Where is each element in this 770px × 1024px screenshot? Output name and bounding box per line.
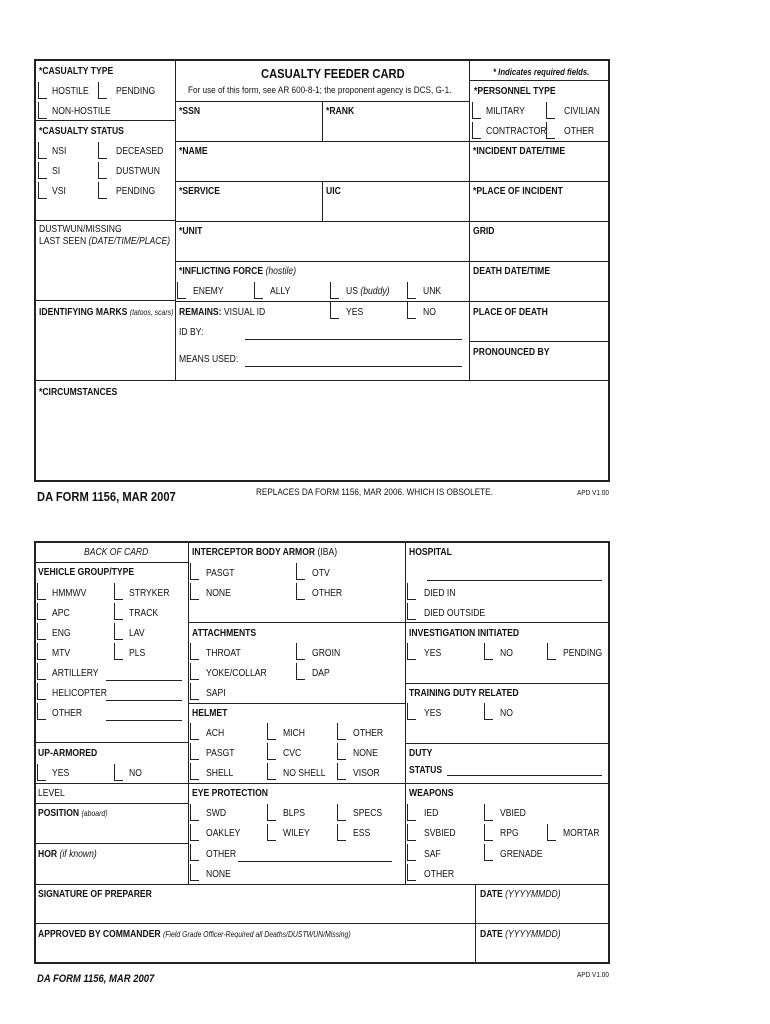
investigation-pending-label: PENDING: [563, 648, 603, 659]
otv-checkbox[interactable]: [296, 563, 305, 580]
track-checkbox[interactable]: [114, 603, 123, 620]
hospital-label: HOSPITAL: [409, 547, 452, 558]
blps-label: BLPS: [283, 808, 305, 819]
lav-label: LAV: [129, 628, 145, 639]
rank-field[interactable]: [324, 118, 468, 140]
name-field[interactable]: [177, 158, 467, 180]
pls-checkbox[interactable]: [114, 643, 123, 660]
investigation-no-label: NO: [500, 648, 513, 659]
service-field[interactable]: [177, 198, 321, 220]
incident-datetime-label: *INCIDENT DATE/TIME: [473, 146, 566, 157]
wiley-label: WILEY: [283, 828, 310, 839]
mortar-checkbox[interactable]: [547, 824, 556, 841]
enemy-label: ENEMY: [193, 286, 224, 297]
wiley-checkbox[interactable]: [267, 824, 276, 841]
yoke-collar-checkbox[interactable]: [190, 663, 199, 680]
casualty-type-pending-checkbox[interactable]: [98, 82, 107, 99]
cvc-checkbox[interactable]: [267, 743, 276, 760]
swd-checkbox[interactable]: [190, 804, 199, 821]
eye-none-label: NONE: [206, 869, 231, 880]
pronounced-by-label: PRONOUNCED BY: [473, 347, 550, 358]
artillery-field[interactable]: [106, 680, 182, 681]
approved-date-label: DATE (YYYYMMDD): [480, 929, 561, 940]
no-shell-label: NO SHELL: [283, 768, 326, 779]
oakley-label: OAKLEY: [206, 828, 241, 839]
duty-status-label: STATUS: [409, 765, 443, 776]
iba-none-label: NONE: [206, 588, 231, 599]
identifying-marks-label: IDENTIFYING MARKS (tatoos, scars): [39, 307, 174, 318]
unk-checkbox[interactable]: [407, 282, 416, 299]
eye-other-field[interactable]: [238, 861, 392, 862]
preparer-date-label: DATE (YYYYMMDD): [480, 889, 561, 900]
weapons-other-label: OTHER: [424, 869, 455, 880]
dap-checkbox[interactable]: [296, 663, 305, 680]
vehicle-other-label: OTHER: [52, 708, 83, 719]
apc-checkbox[interactable]: [37, 603, 46, 620]
iba-label: INTERCEPTOR BODY ARMOR (IBA): [192, 547, 338, 558]
uic-label: UIC: [326, 186, 341, 197]
helmet-none-label: NONE: [353, 748, 378, 759]
personnel-type-label: *PERSONNEL TYPE: [474, 86, 556, 97]
unit-field[interactable]: [177, 238, 467, 260]
si-label: SI: [52, 166, 61, 177]
contractor-checkbox[interactable]: [472, 122, 481, 139]
ied-checkbox[interactable]: [407, 804, 416, 821]
hostile-checkbox[interactable]: [38, 82, 47, 99]
investigation-yes-checkbox[interactable]: [407, 643, 416, 660]
up-armored-no-label: NO: [129, 768, 142, 779]
throat-checkbox[interactable]: [190, 643, 199, 660]
vehicle-other-field[interactable]: [106, 720, 182, 721]
helmet-pasgt-label: PASGT: [206, 748, 235, 759]
swd-label: SWD: [206, 808, 227, 819]
deceased-checkbox[interactable]: [98, 142, 107, 159]
dustwun-missing-label: DUSTWUN/MISSING: [39, 224, 122, 235]
unk-label: UNK: [423, 286, 442, 297]
hor-field[interactable]: [36, 862, 187, 883]
identifying-marks-field[interactable]: [36, 320, 174, 378]
back-form-id: DA FORM 1156, MAR 2007: [37, 973, 155, 985]
ess-checkbox[interactable]: [337, 824, 346, 841]
non-hostile-checkbox[interactable]: [38, 102, 47, 119]
investigation-yes-label: YES: [424, 648, 442, 659]
training-duty-label: TRAINING DUTY RELATED: [409, 688, 519, 699]
eng-label: ENG: [52, 628, 71, 639]
grid-label: GRID: [473, 226, 495, 237]
yoke-collar-label: YOKE/COLLAR: [206, 668, 267, 679]
visual-id-yes-label: YES: [346, 307, 364, 318]
circumstances-label: *CIRCUMSTANCES: [39, 387, 118, 398]
mich-label: MICH: [283, 728, 305, 739]
casualty-type-label: *CASUALTY TYPE: [39, 66, 114, 77]
dustwun-checkbox[interactable]: [98, 162, 107, 179]
groin-label: GROIN: [312, 648, 341, 659]
hospital-field[interactable]: [427, 580, 602, 581]
mtv-label: MTV: [52, 648, 71, 659]
investigation-label: INVESTIGATION INITIATED: [409, 628, 520, 639]
vsi-checkbox[interactable]: [38, 182, 47, 199]
mtv-checkbox[interactable]: [37, 643, 46, 660]
saf-label: SAF: [424, 849, 441, 860]
up-armored-no-checkbox[interactable]: [114, 764, 123, 781]
groin-checkbox[interactable]: [296, 643, 305, 660]
front-form-id: DA FORM 1156, MAR 2007: [37, 489, 176, 504]
iba-none-checkbox[interactable]: [190, 583, 199, 600]
personnel-other-checkbox[interactable]: [546, 122, 555, 139]
sapi-checkbox[interactable]: [190, 683, 199, 700]
shell-label: SHELL: [206, 768, 234, 779]
helmet-other-label: OTHER: [353, 728, 384, 739]
no-shell-checkbox[interactable]: [267, 763, 276, 780]
id-by-field[interactable]: [245, 339, 462, 340]
unit-label: *UNIT: [179, 226, 203, 237]
iba-pasgt-checkbox[interactable]: [190, 563, 199, 580]
training-yes-label: YES: [424, 708, 442, 719]
apc-label: APC: [52, 608, 70, 619]
service-label: *SERVICE: [179, 186, 220, 197]
eye-other-checkbox[interactable]: [190, 844, 199, 861]
attachments-label: ATTACHMENTS: [192, 628, 257, 639]
duty-status-field[interactable]: [447, 775, 602, 776]
uic-field[interactable]: [324, 198, 468, 220]
helmet-label: HELMET: [192, 708, 228, 719]
last-seen-field[interactable]: [36, 250, 174, 298]
sapi-label: SAPI: [206, 688, 226, 699]
iba-other-checkbox[interactable]: [296, 583, 305, 600]
deceased-label: DECEASED: [116, 146, 164, 157]
rank-label: *RANK: [326, 106, 355, 117]
inflicting-force-label: *INFLICTING FORCE (hostile): [179, 266, 297, 277]
means-used-label: MEANS USED:: [179, 354, 239, 365]
training-no-label: NO: [500, 708, 513, 719]
training-yes-checkbox[interactable]: [407, 703, 416, 720]
shell-checkbox[interactable]: [190, 763, 199, 780]
name-label: *NAME: [179, 146, 208, 157]
visual-id-yes-checkbox[interactable]: [330, 302, 339, 319]
eye-other-label: OTHER: [206, 849, 237, 860]
vsi-label: VSI: [52, 186, 66, 197]
si-checkbox[interactable]: [38, 162, 47, 179]
grenade-checkbox[interactable]: [484, 844, 493, 861]
up-armored-label: UP-ARMORED: [38, 748, 98, 759]
artillery-checkbox[interactable]: [37, 663, 46, 680]
required-note: * Indicates required fields.: [493, 67, 590, 77]
duty-label: DUTY: [409, 748, 433, 759]
nsi-checkbox[interactable]: [38, 142, 47, 159]
casualty-type-pending-label: PENDING: [116, 86, 156, 97]
back-of-card-label: BACK OF CARD: [84, 547, 149, 558]
circumstances-field[interactable]: [36, 400, 607, 478]
last-seen-label: LAST SEEN (DATE/TIME/PLACE): [39, 236, 171, 247]
approved-by-field[interactable]: [36, 941, 474, 961]
died-outside-checkbox[interactable]: [407, 603, 416, 620]
status-pending-checkbox[interactable]: [98, 182, 107, 199]
approved-date-field[interactable]: [477, 941, 607, 961]
grid-field[interactable]: [471, 238, 607, 260]
mich-checkbox[interactable]: [267, 723, 276, 740]
dap-label: DAP: [312, 668, 330, 679]
place-of-death-field[interactable]: [471, 319, 607, 340]
eye-none-checkbox[interactable]: [190, 864, 199, 881]
lav-checkbox[interactable]: [114, 623, 123, 640]
place-of-death-label: PLACE OF DEATH: [473, 307, 548, 318]
hmmwv-label: HMMWV: [52, 588, 87, 599]
us-buddy-checkbox[interactable]: [330, 282, 339, 299]
mortar-label: MORTAR: [563, 828, 600, 839]
cvc-label: CVC: [283, 748, 302, 759]
hostile-label: HOSTILE: [52, 86, 89, 97]
visor-label: VISOR: [353, 768, 380, 779]
nsi-label: NSI: [52, 146, 67, 157]
up-armored-yes-checkbox[interactable]: [37, 764, 46, 781]
ssn-field[interactable]: [177, 118, 321, 140]
position-field[interactable]: [36, 821, 187, 842]
contractor-label: CONTRACTOR: [486, 126, 547, 137]
helicopter-label: HELICOPTER: [52, 688, 107, 699]
civilian-label: CIVILIAN: [564, 106, 600, 117]
stryker-label: STRYKER: [129, 588, 170, 599]
id-by-label: ID BY:: [179, 327, 204, 338]
vbied-label: VBIED: [500, 808, 526, 819]
civilian-checkbox[interactable]: [546, 102, 555, 119]
training-no-checkbox[interactable]: [484, 703, 493, 720]
place-of-incident-label: *PLACE OF INCIDENT: [473, 186, 563, 197]
grenade-label: GRENADE: [500, 849, 543, 860]
weapons-label: WEAPONS: [409, 788, 454, 799]
ess-label: ESS: [353, 828, 371, 839]
svbied-checkbox[interactable]: [407, 824, 416, 841]
hmmwv-checkbox[interactable]: [37, 583, 46, 600]
replaces-note: REPLACES DA FORM 1156, MAR 2006. WHICH IS OBSOLETE.: [256, 487, 493, 498]
helicopter-checkbox[interactable]: [37, 683, 46, 700]
dustwun-label: DUSTWUN: [116, 166, 160, 177]
approved-by-label: APPROVED BY COMMANDER (Field Grade Officer-Required all Deaths/DUSTWUN/Missing): [38, 929, 351, 940]
vehicle-group-label: VEHICLE GROUP/TYPE: [38, 567, 135, 578]
helicopter-field[interactable]: [106, 700, 182, 701]
helmet-none-checkbox[interactable]: [337, 743, 346, 760]
means-used-field[interactable]: [245, 366, 462, 367]
signature-preparer-label: SIGNATURE OF PREPARER: [38, 889, 152, 900]
death-datetime-field[interactable]: [471, 278, 607, 300]
vehicle-other-checkbox[interactable]: [37, 703, 46, 720]
casualty-status-label: *CASUALTY STATUS: [39, 126, 124, 137]
died-in-checkbox[interactable]: [407, 583, 416, 600]
ied-label: IED: [424, 808, 439, 819]
status-pending-label: PENDING: [116, 186, 156, 197]
helmet-pasgt-checkbox[interactable]: [190, 743, 199, 760]
hor-label: HOR (if known): [38, 849, 97, 860]
saf-checkbox[interactable]: [407, 844, 416, 861]
oakley-checkbox[interactable]: [190, 824, 199, 841]
track-label: TRACK: [129, 608, 159, 619]
eye-protection-label: EYE PROTECTION: [192, 788, 268, 799]
helmet-other-checkbox[interactable]: [337, 723, 346, 740]
rpg-label: RPG: [500, 828, 519, 839]
rpg-checkbox[interactable]: [484, 824, 493, 841]
enemy-checkbox[interactable]: [177, 282, 186, 299]
stryker-checkbox[interactable]: [114, 583, 123, 600]
pronounced-by-field[interactable]: [471, 359, 607, 379]
ssn-label: *SSN: [179, 106, 201, 117]
back-apd-version: APD V1.00: [577, 970, 609, 979]
ally-checkbox[interactable]: [254, 282, 263, 299]
iba-pasgt-label: PASGT: [206, 568, 235, 579]
front-apd-version: APD V1.00: [577, 488, 609, 497]
non-hostile-label: NON-HOSTILE: [52, 106, 111, 117]
weapons-other-checkbox[interactable]: [407, 864, 416, 881]
visual-id-no-label: NO: [423, 307, 436, 318]
personnel-other-label: OTHER: [564, 126, 595, 137]
visor-checkbox[interactable]: [337, 763, 346, 780]
military-checkbox[interactable]: [472, 102, 481, 119]
form-title: CASUALTY FEEDER CARD: [261, 66, 405, 81]
military-label: MILITARY: [486, 106, 525, 117]
level-label: LEVEL: [38, 788, 65, 799]
blps-checkbox[interactable]: [267, 804, 276, 821]
pls-label: PLS: [129, 648, 146, 659]
incident-datetime-field[interactable]: [471, 158, 607, 180]
eng-checkbox[interactable]: [37, 623, 46, 640]
throat-label: THROAT: [206, 648, 241, 659]
artillery-label: ARTILLERY: [52, 668, 99, 679]
ally-label: ALLY: [270, 286, 291, 297]
place-of-incident-field[interactable]: [471, 198, 607, 220]
ach-checkbox[interactable]: [190, 723, 199, 740]
signature-preparer-field[interactable]: [36, 901, 474, 922]
specs-checkbox[interactable]: [337, 804, 346, 821]
vbied-checkbox[interactable]: [484, 804, 493, 821]
died-in-label: DIED IN: [424, 588, 456, 599]
us-buddy-label: US (buddy): [346, 286, 390, 297]
preparer-date-field[interactable]: [477, 901, 607, 922]
investigation-no-checkbox[interactable]: [484, 643, 493, 660]
ach-label: ACH: [206, 728, 225, 739]
specs-label: SPECS: [353, 808, 383, 819]
investigation-pending-checkbox[interactable]: [547, 643, 556, 660]
svbied-label: SVBIED: [424, 828, 456, 839]
up-armored-yes-label: YES: [52, 768, 70, 779]
death-datetime-label: DEATH DATE/TIME: [473, 266, 551, 277]
died-outside-label: DIED OUTSIDE: [424, 608, 486, 619]
otv-label: OTV: [312, 568, 330, 579]
visual-id-no-checkbox[interactable]: [407, 302, 416, 319]
iba-other-label: OTHER: [312, 588, 343, 599]
remains-label: REMAINS: VISUAL ID: [179, 307, 266, 318]
position-label: POSITION (aboard): [38, 808, 108, 819]
form-subtitle: For use of this form, see AR 600-8-1; the proponent agency is DCS, G-1.: [188, 85, 452, 96]
